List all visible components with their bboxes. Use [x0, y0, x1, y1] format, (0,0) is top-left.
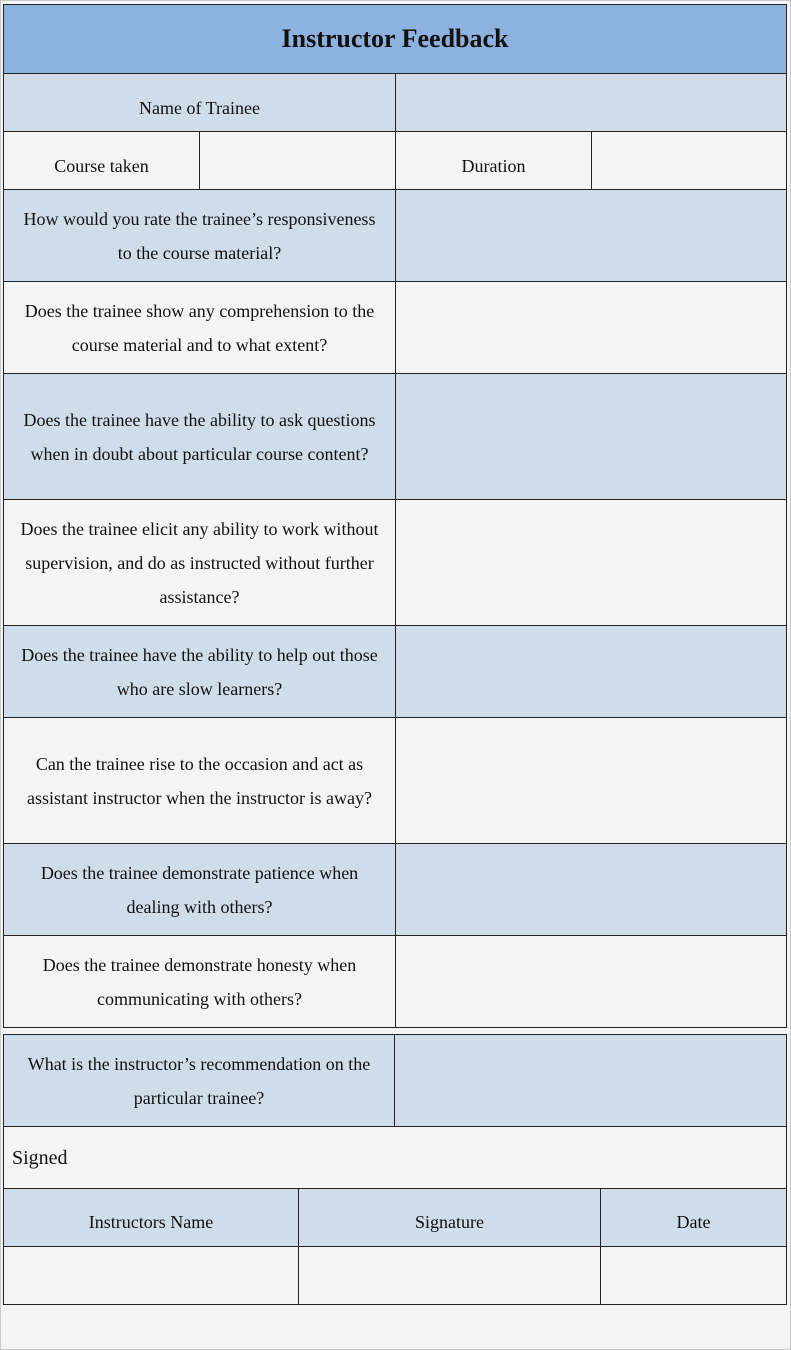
duration-label: Duration	[396, 132, 592, 190]
answer-4-field[interactable]	[396, 500, 787, 626]
form-title: Instructor Feedback	[4, 5, 787, 74]
recommendation-field[interactable]	[395, 1035, 787, 1127]
course-taken-label: Course taken	[4, 132, 200, 190]
duration-field[interactable]	[592, 132, 787, 190]
answer-5-field[interactable]	[396, 626, 787, 718]
question-1: How would you rate the trainee’s responsiveness to the course material?	[4, 190, 396, 282]
answer-7-field[interactable]	[396, 844, 787, 936]
question-4: Does the trainee elicit any ability to work without supervision, and do as instructed without further assistance?	[4, 500, 396, 626]
answer-2-field[interactable]	[396, 282, 787, 374]
answer-1-field[interactable]	[396, 190, 787, 282]
signature-header: Signature	[299, 1189, 601, 1247]
question-6: Can the trainee rise to the occasion and act as assistant instructor when the instructor is away?	[4, 718, 396, 844]
instructors-name-header: Instructors Name	[4, 1189, 299, 1247]
question-8: Does the trainee demonstrate honesty when communicating with others?	[4, 936, 396, 1028]
question-7: Does the trainee demonstrate patience when dealing with others?	[4, 844, 396, 936]
question-3: Does the trainee have the ability to ask questions when in doubt about particular course content?	[4, 374, 396, 500]
answer-8-field[interactable]	[396, 936, 787, 1028]
signature-field[interactable]	[299, 1247, 601, 1305]
trainee-name-label: Name of Trainee	[4, 74, 396, 132]
recommendation-table	[3, 1034, 787, 1305]
course-taken-field[interactable]	[200, 132, 396, 190]
answer-6-field[interactable]	[396, 718, 787, 844]
instructors-name-field[interactable]	[4, 1247, 299, 1305]
recommendation-question: What is the instructor’s recommendation on the particular trainee?	[4, 1035, 395, 1127]
trainee-name-field[interactable]	[396, 74, 787, 132]
question-2: Does the trainee show any comprehension to the course material and to what extent?	[4, 282, 396, 374]
feedback-table	[3, 4, 787, 1028]
question-5: Does the trainee have the ability to help out those who are slow learners?	[4, 626, 396, 718]
date-header: Date	[601, 1189, 787, 1247]
date-field[interactable]	[601, 1247, 787, 1305]
answer-3-field[interactable]	[396, 374, 787, 500]
signed-label: Signed	[4, 1127, 787, 1189]
